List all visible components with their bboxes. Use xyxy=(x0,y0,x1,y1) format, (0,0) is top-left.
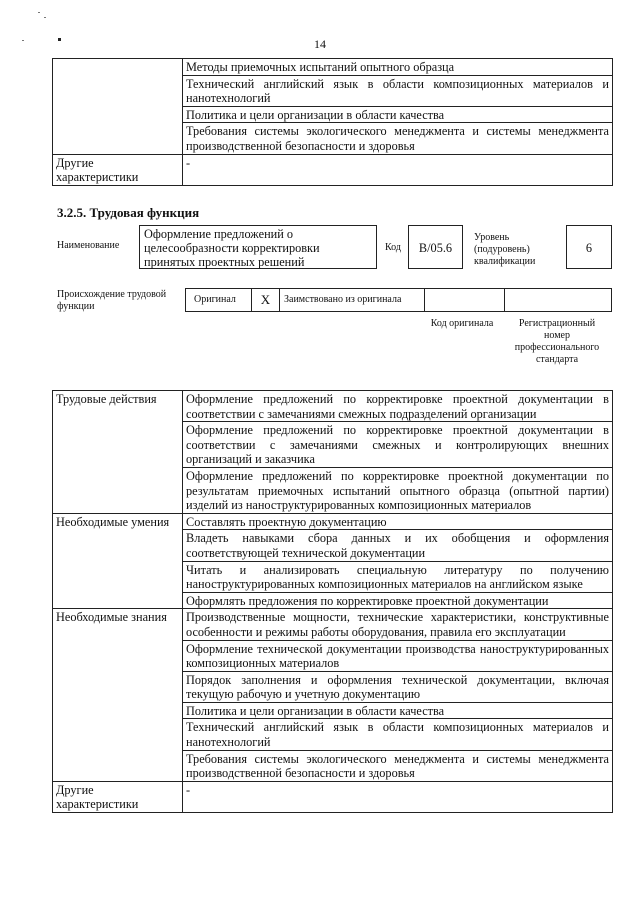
scan-speck xyxy=(22,40,24,41)
knowledge-item: Порядок заполнения и оформления технической документации, включая текущую рабочую и учетную документацию xyxy=(183,671,613,702)
table-row xyxy=(53,391,613,422)
code-label: Код xyxy=(385,242,401,253)
skill-item: Читать и анализировать специальную литературу по получению наноструктурированных композиционных материалов на английском языке xyxy=(183,561,613,592)
origin-label: Происхождение трудовой функции xyxy=(57,289,167,312)
labor-function-table xyxy=(52,390,613,813)
function-name-box: Оформление предложений о целесообразности корректировки принятых проектных решений xyxy=(139,225,377,269)
labor-action-item: Оформление предложений по корректировке проектной документации по результатам приемочных испытаний опытного образца (опытной партии) изделий из наноструктурированных композиционных материалов xyxy=(183,467,613,513)
labor-action-item: Оформление предложений по корректировке проектной документации в соответствии с замечаниями смежных подразделений организации xyxy=(183,391,613,422)
skills-label: Необходимые умения xyxy=(53,513,183,609)
table-row xyxy=(53,154,613,185)
other-characteristics-value: - xyxy=(183,781,613,812)
table-row xyxy=(53,781,613,812)
table-row xyxy=(53,609,613,640)
skill-item: Составлять проектную документацию xyxy=(183,513,613,530)
knowledge-item: Методы приемочных испытаний опытного образца xyxy=(183,59,613,76)
skill-item: Оформлять предложения по корректировке проектной документации xyxy=(183,592,613,609)
code-original-caption: Код оригинала xyxy=(430,318,494,329)
original-label: Оригинал xyxy=(186,289,252,311)
original-code-cell xyxy=(425,289,505,311)
other-characteristics-label: Другие характеристики xyxy=(53,154,183,185)
knowledge-label: Необходимые знания xyxy=(53,609,183,782)
page-number: 14 xyxy=(314,37,326,51)
table-row xyxy=(53,59,613,76)
borrowed-label: Заимствовано из оригинала xyxy=(280,289,425,311)
labor-action-item: Оформление предложений по корректировке проектной документации в соответствии с замечаниями смежных и контролирующих внешних организаций и заказчика xyxy=(183,422,613,468)
top-knowledge-table xyxy=(52,58,613,186)
original-mark: X xyxy=(252,289,280,311)
table-row xyxy=(53,513,613,530)
other-characteristics-value: - xyxy=(183,154,613,185)
knowledge-item: Требования системы экологического менеджмента и системы менеджмента производственной безопасности и здоровья xyxy=(183,123,613,154)
function-code-box: B/05.6 xyxy=(408,225,463,269)
origin-row xyxy=(185,288,612,312)
knowledge-item: Технический английский язык в области композиционных материалов и нанотехнологий xyxy=(183,719,613,750)
knowledge-item: Политика и цели организации в области качества xyxy=(183,106,613,123)
scan-speck xyxy=(38,12,40,13)
knowledge-item: Оформление технической документации производства наноструктурированных композиционных материалов xyxy=(183,640,613,671)
registration-number-caption: Регистрационный номер профессионального стандарта xyxy=(514,318,600,365)
registration-number-cell xyxy=(505,289,611,311)
scan-speck xyxy=(58,38,61,41)
knowledge-item: Требования системы экологического менеджмента и системы менеджмента производственной безопасности и здоровья xyxy=(183,750,613,781)
labor-actions-label: Трудовые действия xyxy=(53,391,183,514)
level-label: Уровень (подуровень) квалификации xyxy=(474,232,536,267)
scan-speck xyxy=(44,17,46,18)
knowledge-item: Технический английский язык в области композиционных материалов и нанотехнологий xyxy=(183,75,613,106)
knowledge-item: Производственные мощности, технические характеристики, конструктивные особенности и режимы работы оборудования, правила его эксплуатации xyxy=(183,609,613,640)
name-label: Наименование xyxy=(57,240,120,251)
row-label xyxy=(53,59,183,155)
other-characteristics-label: Другие характеристики xyxy=(53,781,183,812)
section-title: 3.2.5. Трудовая функция xyxy=(57,205,200,220)
level-value-box: 6 xyxy=(566,225,612,269)
skill-item: Владеть навыками сбора данных и их обобщения и оформления соответствующей технической документации xyxy=(183,530,613,561)
knowledge-item: Политика и цели организации в области качества xyxy=(183,702,613,719)
